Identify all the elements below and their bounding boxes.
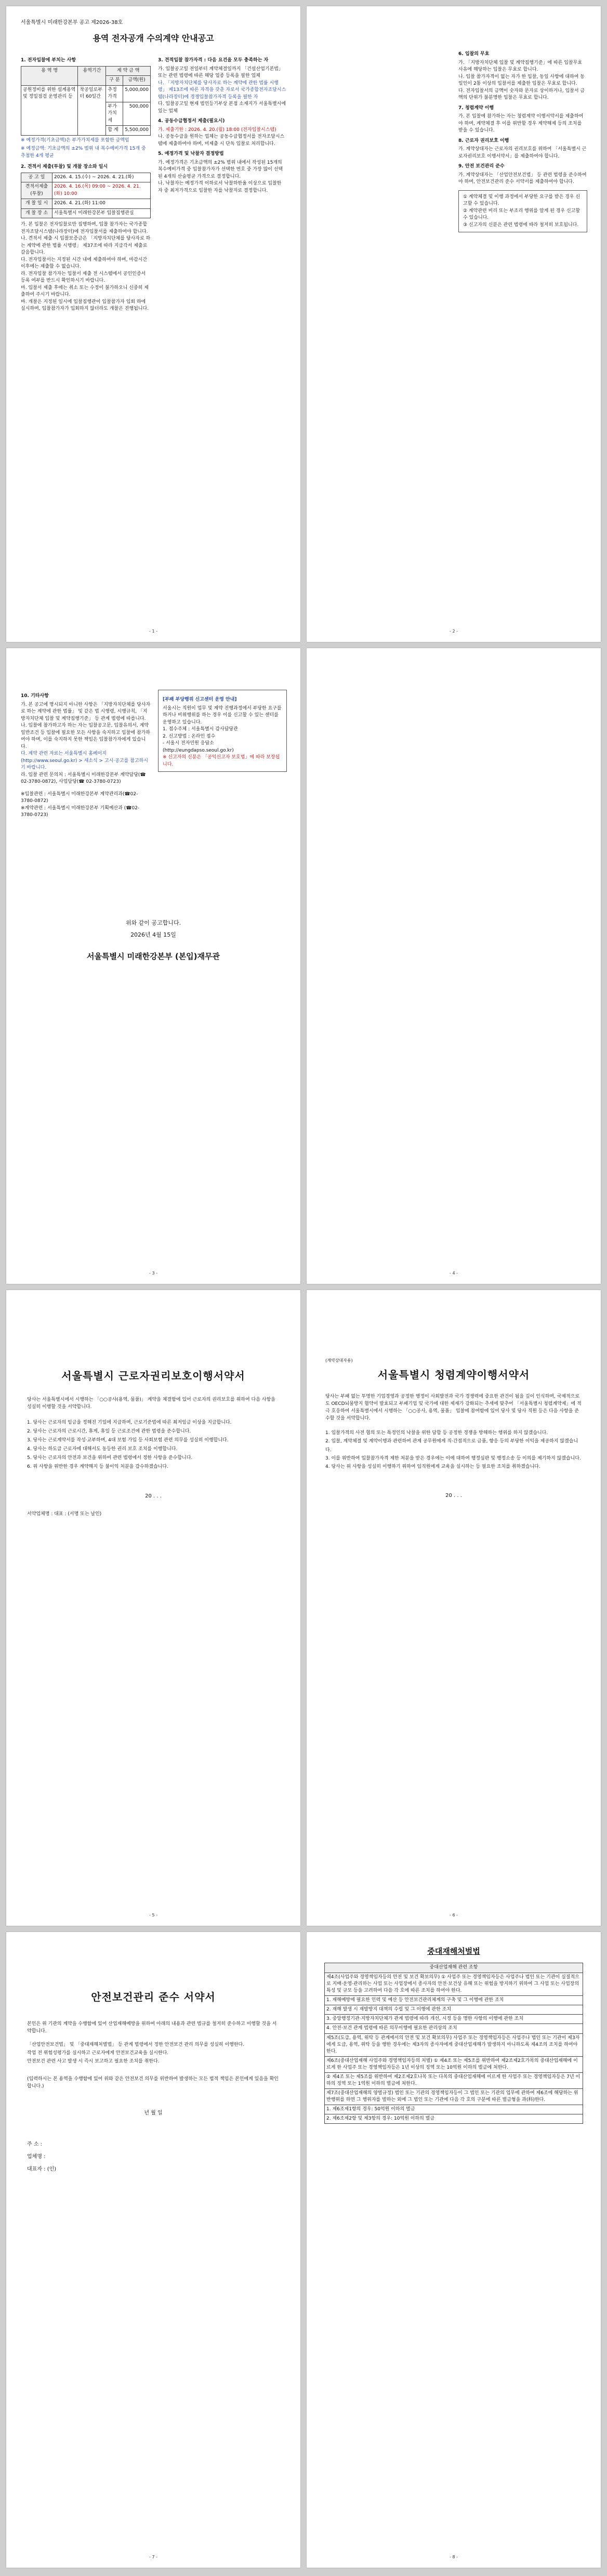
- cell-service-name: 공원정비를 위한 설계용역 및 정밀점검 운영관리 등: [21, 85, 78, 135]
- schedule-label: 개 찰 장 소: [21, 208, 52, 218]
- page-number: - 7 -: [149, 2554, 157, 2559]
- safety-item: 안전보건 관련 사고 발생 시 즉시 보고하고 필요한 조치를 취한다.: [27, 2059, 160, 2065]
- left-column: [21, 54, 151, 313]
- th-name: 용 역 명: [21, 66, 78, 85]
- cell-kind: 추정가격: [106, 85, 123, 102]
- pledge-item: 3. 당사는 근로계약서를 작성·교부하며, 4대 보험 가입 등 사회보험 관련 의무를 성실히 이행합니다.: [27, 1438, 229, 1443]
- paragraph: 나. 낙찰자는 예정가격 이하로서 낙찰하한율 이상으로 입찰한 자 중 최저가격으로 입찰한 자를 낙찰자로 결정합니다.: [158, 181, 282, 193]
- schedule-label: 개 찰 일 시: [21, 199, 52, 209]
- paragraph: 가. 「지방자치단체 입찰 및 계약집행기준」에 따른 입찰무효 사유에 해당하는 입찰은 무효로 합니다.: [458, 60, 582, 72]
- pledge-item: 5. 당사는 근로자의 안전과 보건을 위하여 관련 법령에서 정한 사항을 준수합니다.: [27, 1455, 193, 1461]
- paragraph: 가. 본 공고에 명시되지 아니한 사항은 「지방자치단체를 당사자로 하는 계약에 관한 법률」 및 같은 법 시행령, 시행규칙, 「지방자치단체 입찰 및 계약집행기준」 등 관계 법령에 따릅니다.: [21, 702, 151, 721]
- page-7: [6, 1932, 300, 2568]
- pledge-item: 1. 당사는 근로자의 임금을 정해진 기일에 지급하며, 근로기준법에 따른 최저임금 이상을 지급합니다.: [27, 1420, 232, 1425]
- safety-pledge: [27, 1989, 280, 2176]
- notice-title: 용역 전자공개 수의계약 안내공고: [93, 33, 214, 43]
- section-7-heading: 7. 청렴계약 이행: [458, 105, 494, 111]
- paragraph: 가. 본 입찰에 참가하는 자는 청렴계약 이행서약서를 제출하여야 하며, 계약체결 후 이를 위반할 경우 계약해제 등의 조치를 받을 수 있습니다.: [458, 114, 584, 133]
- contact-line: ※입찰관련 : 서울특별시 미래한강본부 계약관리과(☎02-3780-0872): [21, 791, 138, 804]
- cell-kind: 부가가치세: [106, 102, 123, 126]
- safety-date: 년 월 일: [144, 2110, 163, 2117]
- labor-pledge-intro: 당사는 서울특별시에서 시행하는 「○○공사(용역, 물품)」 계약을 체결함에 있어 근로자의 권리보호를 위하여 다음 사항을 성실히 이행할 것을 서약합니다.: [27, 1397, 275, 1410]
- paragraph: 나. 견적서 제출 시 입찰보증금은 「지방자치단체를 당사자로 하는 계약에 관한 법률 시행령」 제37조에 따라 지급각서 제출로 갈음합니다.: [21, 236, 151, 255]
- right-column: [158, 690, 287, 772]
- law-subtitle: 중대산업재해 관련 조항: [325, 1963, 583, 1973]
- th-period: 용역기간: [78, 66, 106, 85]
- cell-period: 착공일로부터 60일간: [78, 85, 106, 135]
- paragraph: 라. 전자입찰 참가자는 입찰서 제출 전 시스템에서 공인인증서 등록 여부를 반드시 확인하시기 바랍니다.: [21, 271, 146, 283]
- pledge-item: 2. 당사는 근로자의 근로시간, 휴게, 휴일 등 근로조건에 관한 법령을 준수합니다.: [27, 1428, 191, 1434]
- page-number: - 8 -: [450, 2554, 458, 2559]
- paragraph: 바. 개찰은 지정된 일시에 입찰집행관이 입찰참가자 입회 하에 실시하며, 입찰참가자가 입회하지 않더라도 개찰은 진행됩니다.: [21, 299, 149, 311]
- th-won: 금액(원): [123, 76, 151, 86]
- left-column: [21, 690, 151, 819]
- paragraph: 가. 입찰공고일 전일부터 계약체결일까지 「건설산업기본법」 또는 관련 법령에 따른 해당 업종 등록을 필한 업체: [158, 66, 283, 78]
- section-5-heading: 5. 예정가격 및 낙찰자 결정방법: [158, 151, 224, 156]
- section-10-heading: 10. 기타사항: [21, 693, 49, 699]
- paragraph: 다. 입찰공고일 현재 법인등기부상 본점 소재지가 서울특별시에 있는 업체: [158, 101, 286, 114]
- paragraph: 다. 계약 관련 자료는 서울특별시 홈페이지(http://www.seoul.go.kr) > 새소식 > 고시·공고를 참고하시기 바랍니다.: [21, 751, 148, 770]
- integrity-pledge: [325, 1358, 582, 1500]
- page-number: - 3 -: [149, 1270, 157, 1276]
- safety-intro: 본인은 위 기관의 계약을 수행함에 있어 산업재해예방을 위하여 아래의 내용과 관련 법규를 철저히 준수하고 이행할 것을 서약합니다.: [27, 2021, 277, 2034]
- law-block: 제6조(중대산업재해 사업주와 경영책임자등의 처벌) ① 제4조 또는 제5조를 위반하여 제2조제2호가목의 중대산업재해에 이르게 한 사업주 또는 경영책임자등은 1년 이상의 징역 또는 10억원 이하의 벌금에 처한다.: [325, 2056, 583, 2072]
- page-number: - 6 -: [450, 1912, 458, 1917]
- report-text: 서울시는 직원이 업무 및 계약 진행과정에서 부당한 요구를 하거나 비위행위를 하는 경우 이를 신고할 수 있는 센터를 운영하고 있습니다.: [163, 705, 282, 725]
- section-8-heading: 8. 근로자 권리보호 이행: [458, 138, 509, 143]
- safety-title: 안전보건관리 준수 서약서: [91, 1991, 216, 2003]
- cell-amount: 5,000,000: [123, 85, 151, 102]
- page-2: [307, 6, 601, 642]
- pledge-date: 20 . . .: [445, 1493, 462, 1499]
- cell-amount: 500,000: [123, 102, 151, 126]
- page-5: [6, 1290, 300, 1926]
- page-number: - 4 -: [450, 1270, 458, 1276]
- pledge-item: 2. 입찰, 계약체결 및 계약이행과 관련하여 관계 공무원에게 직·간접적으로 금품, 향응 등의 부당한 이익을 제공하지 않겠습니다.: [325, 1439, 578, 1453]
- section-1-heading: 1. 전자입찰에 부치는 사항: [21, 58, 76, 63]
- law-block: 제4조(사업주와 경영책임자등의 안전 및 보건 확보의무) ① 사업주 또는 경영책임자등은 사업주나 법인 또는 기관이 실질적으로 지배·운영·관리하는 사업 또는 사업장에서 종사자의 안전·보건상 유해 또는 위험을 방지하기 위하여 그 사업 또는 사업장의 특성 및 규모 등을 고려하여 다음 각 호에 따른 조치를 하여야 한다.: [325, 1973, 583, 1996]
- pledge-item: 4. 당사는 위 사항을 성실히 이행하기 위하여 임직원에게 교육을 실시하는 등 필요한 조치를 취하겠습니다.: [325, 1464, 540, 1469]
- section-9-heading: 9. 안전 보건관리 준수: [458, 164, 505, 169]
- safety-note: (입력하시는 본 용역을 수행함에 있어 위와 같은 안전보건 의무를 위반하여 발생하는 모든 법적 책임은 본인에게 있음을 확인합니다.): [27, 2076, 279, 2089]
- schedule-value: 2026. 4. 16.(목) 09:00 ~ 2026. 4. 21.(화) 10:00: [52, 182, 151, 199]
- paragraph: 나. 입찰에 참가하고자 하는 자는 입찰공고문, 입찰유의서, 계약일반조건 등 입찰에 필요한 모든 사항을 숙지하고 입찰에 참가하여야 하며, 이를 숙지하지 못한 책임은 입찰참가자에게 있습니다.: [21, 723, 150, 750]
- page-6: [307, 1290, 601, 1926]
- paragraph: 다. 전자입찰서의 금액이 숫자와 문자로 상이하거나, 입찰서 금액의 단위가 불분명한 입찰은 무효로 합니다.: [458, 88, 585, 100]
- cell-amount: 5,500,000: [123, 126, 151, 136]
- paragraph: 가. 본 입찰은 전자입찰로만 집행하며, 입찰 참가자는 국가종합전자조달시스템(나라장터)에 전자입찰서를 제출하여야 합니다.: [21, 222, 148, 234]
- pledge-item: 3. 이를 위반하여 입찰참가자격 제한 처분을 받은 경우에는 이에 대하여 행정심판 및 행정소송 등 이의를 제기하지 않겠습니다.: [325, 1455, 581, 1461]
- paragraph: 마. 입찰서 제출 후에는 취소 또는 수정이 불가하오니 신중히 제출하여 주시기 바랍니다.: [21, 285, 149, 297]
- contact-line: ※계약관련 : 서울특별시 미래한강본부 기획예산과 (☎02-3780-0723): [21, 805, 140, 818]
- box-item: ① 계약체결 및 이행 과정에서 부당한 요구를 받은 경우 신고할 수 있습니다.: [463, 194, 580, 206]
- sign-line: 대표자 : (인): [27, 2166, 57, 2172]
- notice-date: 2026년 4월 15일: [130, 931, 176, 939]
- page-1: [6, 6, 300, 642]
- law-excerpt: [324, 1946, 583, 2124]
- paragraph: 가. 예정가격은 기초금액의 ±2% 범위 내에서 작성된 15개의 복수예비가격 중 입찰참가자가 선택한 번호 중 가장 많이 선택된 4개의 산술평균 가격으로 결정합니다.: [158, 160, 283, 179]
- report-item: 1. 접수주체 : 서울특별시 감사담당관: [163, 727, 238, 732]
- paragraph: 가. 계약상대자는 근로자의 권리보호를 위하여 「서울특별시 근로자권리보호 이행서약서」를 제출하여야 합니다.: [458, 147, 587, 159]
- pledge-item: 4. 당사는 하도급 근로자에 대해서도 동등한 권리 보호 조치를 이행합니다.: [27, 1447, 178, 1452]
- th-kind: 구 분: [106, 76, 123, 86]
- law-block: 제5조(도급, 용역, 위탁 등 관계에서의 안전 및 보건 확보의무) 사업주 또는 경영책임자등은 사업주나 법인 또는 기관이 제3자에게 도급, 용역, 위탁 등을 행한 경우에는 제3자의 종사자에게 중대산업재해가 발생하지 아니하도록 제4조의 조치를 하여야 한다.: [325, 2033, 583, 2056]
- box-item: ② 계약관련 비리 또는 부조리 행위를 알게 된 경우 신고할 수 있습니다.: [463, 208, 580, 220]
- safety-item: 「산업안전보건법」 및 「중대재해처벌법」 등 관계 법령에서 정한 안전보건 관리 의무를 성실히 이행한다.: [27, 2042, 245, 2047]
- safety-item: 작업 전 위험성평가를 실시하고 근로자에게 안전보건교육을 실시한다.: [27, 2051, 169, 2056]
- integrity-title: 서울특별시 청렴계약이행서약서: [377, 1369, 530, 1382]
- paragraph: 가. 제출기한 : 2026. 4. 20.(월) 18:00 (전자입찰시스템): [158, 127, 276, 133]
- pledge-date: 20 . . .: [145, 1493, 162, 1500]
- schedule-value: 2026. 4. 21.(화) 11:00: [52, 199, 151, 209]
- page-8: [307, 1932, 601, 2568]
- table-note: ※ 예정가격(기초금액)은 부가가치세를 포함한 금액임: [21, 137, 129, 143]
- law-block: 2. 재해 발생 시 재발방지 대책의 수립 및 그 이행에 관한 조치: [325, 2005, 583, 2015]
- paragraph: 나. 「지방자치단체를 당사자로 하는 계약에 관한 법률 시행령」 제13조에 따른 자격을 갖춘 자로서 국가종합전자조달시스템(나라장터)에 경쟁입찰참가자격 등록을 필한 자: [158, 80, 286, 100]
- integrity-intro: 당사는 부패 없는 투명한 기업경영과 공정한 행정이 사회발전과 국가 경쟁력에 중요한 관건이 됨을 깊이 인식하며, 국제적으로도 OECD뇌물방지 협약이 발효되고 부패기업 및 국가에 대한 제재가 강화되는 추세에 맞추어 「서울특별시 청렴계약제」에 적극 호응하여 서울특별시에서 시행하는 「○○공사, 용역, 물품」 입찰에 참여함에 있어 당사 및 당사 직원 등은 다음 사항을 준수할 것을 서약합니다.: [325, 1394, 582, 1422]
- notice-box: [458, 190, 587, 233]
- law-block: 1. 재해예방에 필요한 인력 및 예산 등 안전보건관리체계의 구축 및 그 이행에 관한 조치: [325, 1996, 583, 2005]
- closing-block: [6, 918, 300, 963]
- th-amount: 계 약 금 액: [106, 66, 151, 76]
- schedule-value: 2026. 4. 15.(수) ~ 2026. 4. 21.(화): [52, 173, 151, 182]
- law-table: [324, 1963, 583, 2124]
- closing-text: 위와 같이 공고합니다.: [125, 919, 181, 926]
- page-number: - 2 -: [450, 628, 458, 634]
- paragraph: 라. 입찰 관련 문의처 : 서울특별시 미래한강본부 계약담당(☎ 02-3780-0872), 사업담당(☎ 02-3780-0723): [21, 772, 146, 784]
- box-item: ③ 신고자의 신분은 관련 법령에 따라 철저히 보호됩니다.: [463, 222, 579, 228]
- section-6-heading: 6. 입찰의 무효: [458, 51, 490, 57]
- report-title: [부패 부당행위 신고센터 운영 안내]: [163, 697, 237, 702]
- page-number: - 5 -: [149, 1912, 157, 1917]
- pledge-item: 1. 입찰가격의 사전 협의 또는 특정인의 낙찰을 위한 담합 등 공정한 경쟁을 방해하는 행위를 하지 않겠습니다.: [325, 1430, 548, 1436]
- law-title: 중대재해처벌법: [427, 1947, 480, 1956]
- page-number: - 1 -: [149, 628, 157, 634]
- schedule-table: [21, 173, 151, 219]
- law-block: 2. 제6조제2항 및 제3항의 경우: 10억원 이하의 벌금: [325, 2114, 583, 2123]
- law-block: 1. 제6조제1항의 경우: 50억원 이하의 벌금: [325, 2105, 583, 2114]
- paragraph: 나. 공동수급을 원하는 업체는 공동수급협정서를 전자조달시스템에 제출하여야 하며, 미제출 시 단독 입찰로 처리합니다.: [158, 134, 285, 147]
- integrity-header: (계약상대자용): [325, 1358, 353, 1363]
- report-item: - 서울시 전자민원 응답소 (http://eungdapso.seoul.go.kr): [163, 741, 234, 753]
- notice-number: 서울특별시 미래한강본부 공고 제2026-38호: [21, 20, 123, 25]
- labor-pledge-title: 서울특별시 근로자권리보호이행서약서: [61, 1370, 245, 1382]
- paragraph: 가. 계약상대자는 「산업안전보건법」 등 관련 법령을 준수하여야 하며, 안전보건관리 준수 서약서를 제출하여야 합니다.: [458, 172, 587, 185]
- paragraph: 나. 입찰 참가자격이 없는 자가 한 입찰, 동일 사항에 대하여 동일인이 2통 이상의 입찰서를 제출한 입찰은 무효로 합니다.: [458, 74, 585, 86]
- paragraph: 다. 전자입찰서는 지정된 시간 내에 제출하여야 하며, 마감시간 이후에는 제출할 수 없습니다.: [21, 257, 148, 269]
- law-block: 4. 안전·보건 관계 법령에 따른 의무이행에 필요한 관리상의 조치: [325, 2024, 583, 2033]
- schedule-value: 서울특별시 미래한강본부 입찰집행관실: [52, 208, 151, 218]
- schedule-label: 견적서제출(투찰): [21, 182, 52, 199]
- right-column: [158, 54, 287, 194]
- right-column: [458, 48, 587, 232]
- labor-pledge: [27, 1368, 280, 1518]
- section-2-heading: 2. 견적서 제출(투찰) 및 개찰 장소와 일시: [21, 164, 108, 169]
- section-3-heading: 3. 견적입찰 참가자격 : 다음 요건을 모두 충족하는 자: [158, 58, 269, 63]
- pledge-item: 6. 위 사항을 위반한 경우 계약해지 등 불이익 처분을 감수하겠습니다.: [27, 1464, 168, 1470]
- page-3: [6, 648, 300, 1284]
- report-item: 2. 신고방법 : 온라인 접수: [163, 733, 216, 739]
- table-note: ※ 예정금액: 기초금액의 ±2% 범위 내 복수예비가격 15개 중 추첨한 4개 평균: [21, 146, 146, 159]
- page-4: [307, 648, 601, 1284]
- sign-line: 업체명 :: [27, 2153, 46, 2160]
- section-4-heading: 4. 공동수급협정서 제출(필요시): [158, 119, 225, 124]
- law-block: ② 제4조 또는 제5조를 위반하여 제2조제2호나목 또는 다목의 중대산업재해에 이르게 한 사업주 또는 경영책임자등은 7년 이하의 징역 또는 1억원 이하의 벌금에 처한다.: [325, 2072, 583, 2088]
- contract-table: [21, 66, 151, 136]
- law-block: 3. 중앙행정기관·지방자치단체가 관계 법령에 따라 개선, 시정 등을 명한 사항의 이행에 관한 조치: [325, 2015, 583, 2024]
- issuer: 서울특별시 미래한강본부 (본입)재무관: [87, 952, 220, 962]
- report-item: ※ 신고자의 신분은 「공익신고자 보호법」에 따라 보장됩니다.: [163, 755, 280, 767]
- signature-row: 서약업체명 : 대표 : (서명 또는 날인): [27, 1511, 102, 1517]
- schedule-label: 공 고 일: [21, 173, 52, 182]
- report-center-box: [158, 690, 287, 772]
- law-block: 제7조(중대산업재해의 양벌규정) 법인 또는 기관의 경영책임자등이 그 법인 또는 기관의 업무에 관하여 제6조에 해당하는 위반행위를 하면 그 행위자를 벌하는 외에 그 법인 또는 기관에 다음 각 호의 구분에 따른 벌금형을 과(科)한다.: [325, 2088, 583, 2105]
- cell-kind: 합 계: [106, 126, 123, 136]
- sign-line: 주 소 :: [27, 2141, 43, 2147]
